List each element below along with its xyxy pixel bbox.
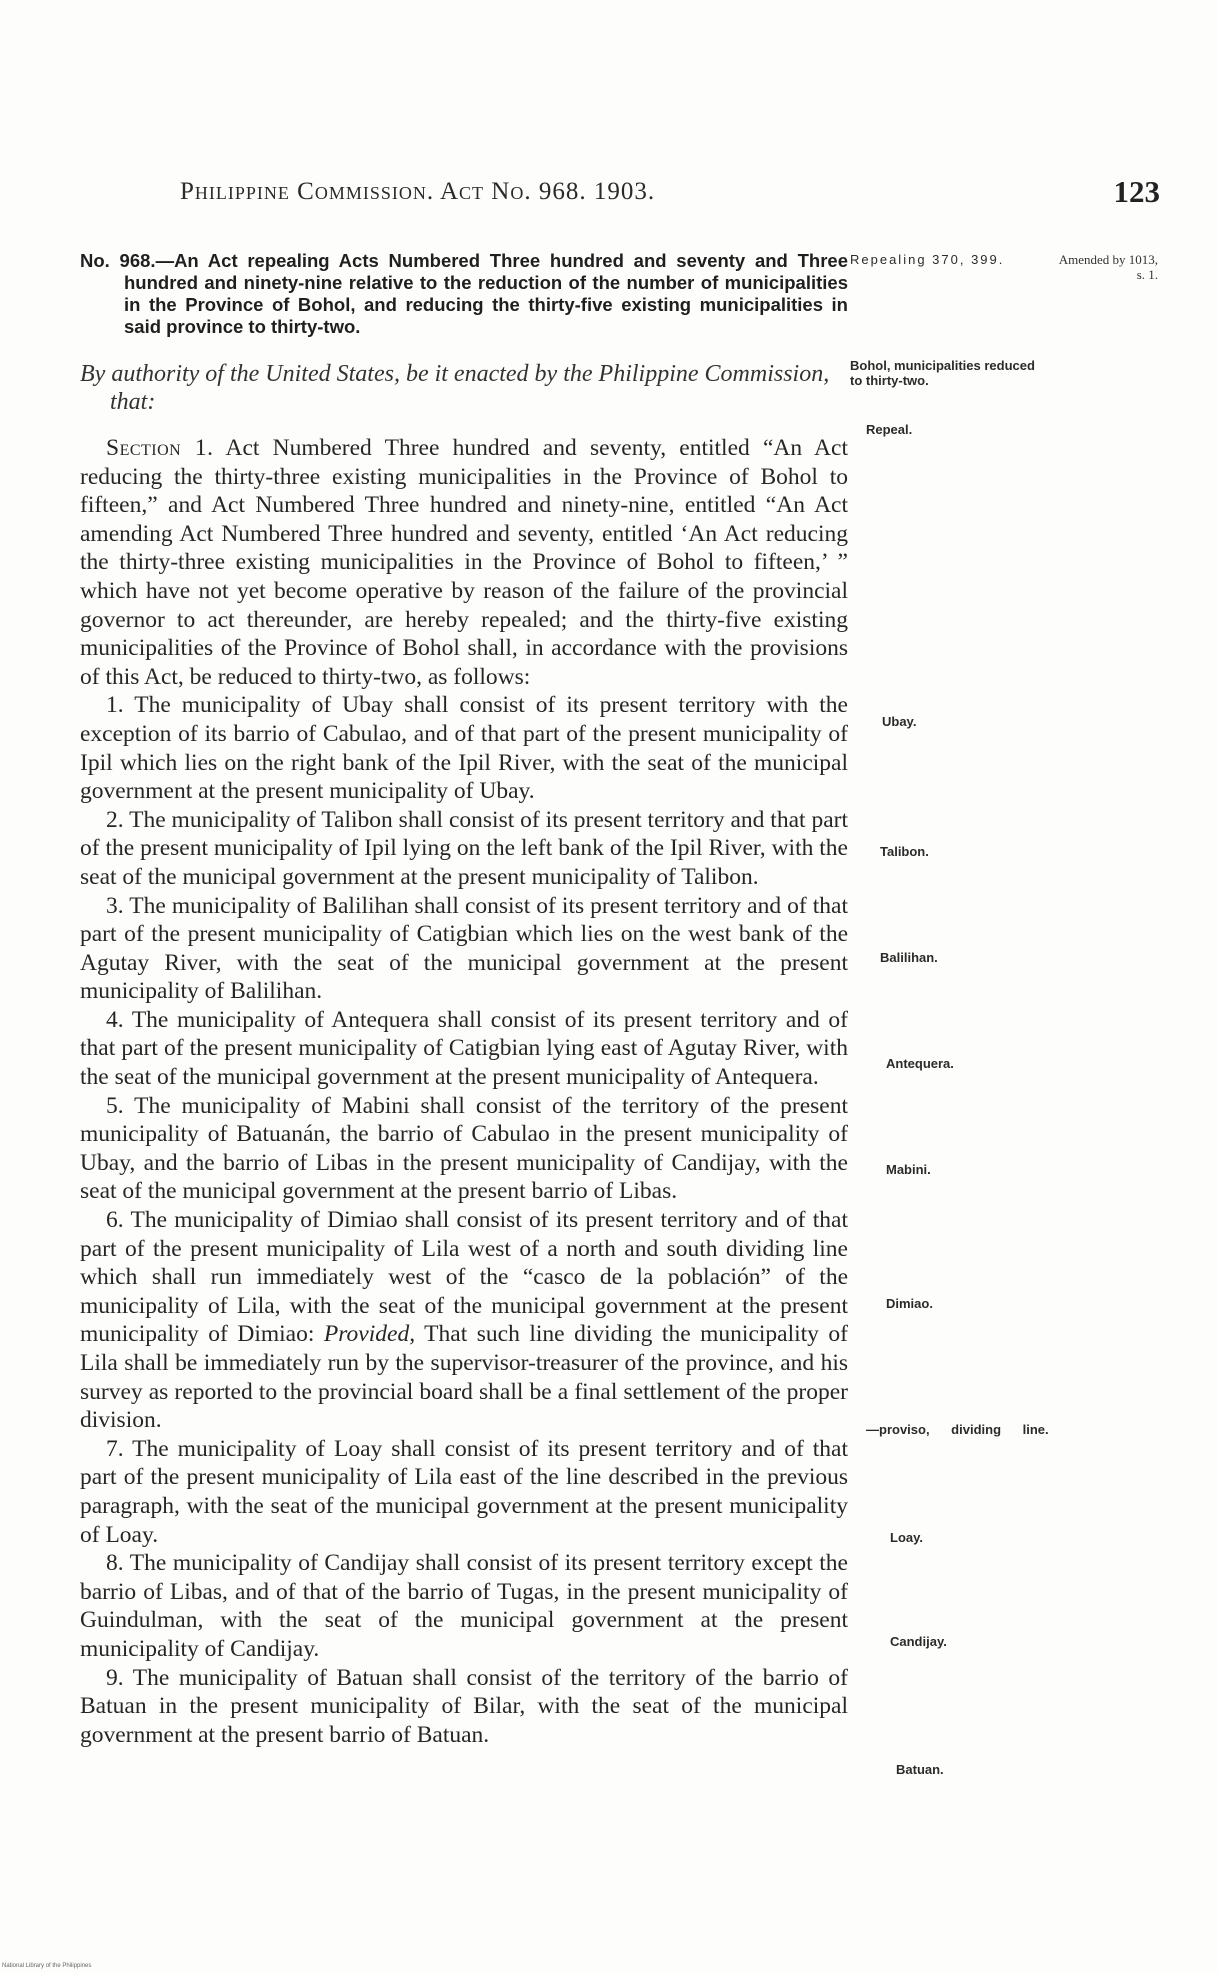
section-label: Section 1.	[106, 435, 214, 461]
main-text-column	[80, 250, 848, 1749]
enacting-clause: By authority of the United States, be it enacted by the Philippine Commission, that:	[80, 361, 830, 415]
paragraph-antequera: 4. The municipality of Antequera shall consist of its present territory and of that part of the present municipality of Catigbian lying east of Agutay River, with the seat of the municipal government at the present municipality of Antequera.	[80, 1006, 848, 1091]
margin-note-dimiao: Dimiao.	[886, 1296, 933, 1311]
running-title: Philippine Commission. Act No. 968. 1903.	[180, 178, 656, 205]
margin-note-candijay: Candijay.	[890, 1634, 947, 1649]
paragraph-text: Act Numbered Three hundred and seventy, entitled “An Act reducing the thirty-three existing municipalities in the Province of Bohol to fifteen,” and Act Numbered Three hundred and ninety-nine, entitled “An Act amending Act Numbered Three hundred and seventy, entitled ‘An Act reducing the thirty-three existing municipalities in the Province of Bohol to fifteen,’ ” which have not yet become operative by reason of the failure of the provincial governor to act thereunder, are hereby repealed; and the thirty-five existing municipalities of the Province of Bohol shall, in accordance with the provisions of this Act, be reduced to thirty-two, as follows:	[80, 435, 848, 690]
paragraph-balilihan: 3. The municipality of Balilihan shall consist of its present territory and of that part of the present municipality of Catigbian which lies on the west bank of the Agutay River, with the seat of the municipal government at the present municipality of Balilihan.	[80, 892, 848, 1005]
margin-note-amended: Amended by 1013, s. 1.	[1058, 252, 1158, 282]
paragraph-text: 6. The municipality of Dimiao shall consist of its present territory and of that part of the present municipality of Lila west of a north and south dividing line which shall run immediately west of the “casco de la población” of the municipality of Lila, with the seat of the municipal government at the present municipality of Dimiao:	[80, 1207, 848, 1348]
margin-note-bohol: Bohol, municipalities reduced to thirty-two.	[850, 358, 1035, 388]
margin-note-proviso: —proviso, dividing line.	[866, 1422, 1049, 1437]
paragraph-talibon: 2. The municipality of Talibon shall consist of its present territory and that part of the present municipality of Ipil lying on the left bank of the Ipil River, with the seat of the municipal government at the present municipality of Talibon.	[80, 806, 848, 890]
margin-note-ubay: Ubay.	[882, 714, 917, 729]
margin-note-mabini: Mabini.	[886, 1162, 931, 1177]
paragraph-batuan: 9. The municipality of Batuan shall consist of the territory of the barrio of Batuan in the present municipality of Bilar, with the seat of the municipal government at the present barrio of Batuan.	[80, 1664, 848, 1748]
margin-note-repeal: Repeal.	[866, 422, 913, 437]
margin-note-batuan: Batuan.	[896, 1762, 944, 1777]
paragraph-candijay: 8. The municipality of Candijay shall consist of its present territory except the barrio of Libas, and of that of the barrio of Tugas, in the present municipality of Guindulman, with the seat of the municipal government at the present municipality of Candijay.	[80, 1550, 848, 1662]
paragraph-dimiao	[80, 1206, 848, 1435]
proviso-word: Provided,	[323, 1321, 416, 1348]
page-number: 123	[1113, 174, 1160, 209]
paragraph-mabini: 5. The municipality of Mabini shall consist of the territory of the present municipality of Batuanán, the barrio of Cabulao in the present municipality of Ubay, and the barrio of Libas in the present municipality of Candijay, with the seat of the municipal government at the present barrio of Libas.	[80, 1092, 848, 1205]
margin-note-repealing: Repealing 370, 399.	[850, 252, 1005, 267]
footer-stamp: National Library of the Philippines	[2, 1963, 92, 1969]
margin-note-talibon: Talibon.	[880, 844, 929, 859]
margin-note-loay: Loay.	[890, 1530, 923, 1545]
act-heading: No. 968.—An Act repealing Acts Numbered Three hundred and seventy and Three hundred and ninety-nine relative to the reduction of the number of municipalities in the Province of Bohol, and reducing the thirty-five existing municipalities in said province to thirty-two.	[80, 250, 848, 337]
margin-note-antequera: Antequera.	[886, 1056, 954, 1071]
margin-note-balilihan: Balilihan.	[880, 950, 938, 965]
section-1-paragraph	[80, 434, 848, 691]
running-head	[180, 174, 1160, 214]
paragraph-text: That such line dividing the municipality of Lila shall be immediately run by the supervisor-treasurer of the province, and his survey as reported to the provincial board shall be a final settlement of the proper division.	[80, 1321, 849, 1434]
paragraph-ubay: 1. The municipality of Ubay shall consist of its present territory with the exception of its barrio of Cabulao, and of that part of the present municipality of Ipil which lies on the right bank of the Ipil River, with the seat of the municipal government at the present municipality of Ubay.	[80, 692, 848, 805]
paragraph-loay: 7. The municipality of Loay shall consist of its present territory and of that part of the present municipality of Lila east of the line described in the previous paragraph, with the seat of the municipal government at the present municipality of Loay.	[80, 1435, 848, 1548]
